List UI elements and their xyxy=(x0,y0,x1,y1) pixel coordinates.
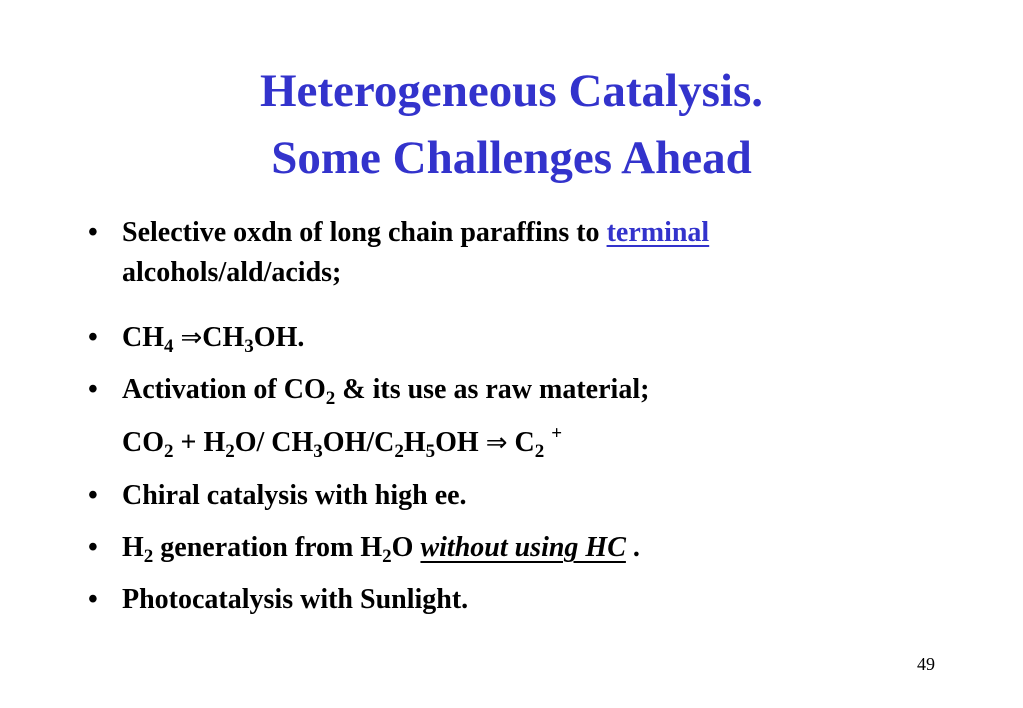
subscript: 2 xyxy=(225,441,235,462)
bullet-text-part: alcohols/ald/acids; xyxy=(122,257,342,288)
bullet-text-part: generation from H xyxy=(153,532,383,563)
formula-part: OH. xyxy=(253,322,305,353)
formula-part: CO xyxy=(122,427,164,458)
bullet-dot: • xyxy=(88,532,98,563)
bullet-text-part: Activation of CO xyxy=(122,374,326,405)
formula-part: H xyxy=(122,532,144,563)
bullet-text xyxy=(122,370,942,410)
bullet-dot: • xyxy=(88,322,98,353)
subscript: 2 xyxy=(534,441,545,462)
bullet-text-part: Selective oxdn of long chain paraffins to xyxy=(122,217,607,248)
bullet-text: Photocatalysis with Sunlight. xyxy=(122,584,469,615)
superscript: + xyxy=(551,423,563,444)
terminal-link[interactable]: terminal xyxy=(606,217,710,248)
co2-equation xyxy=(122,423,562,463)
slide-title-line-2: Some Challenges Ahead xyxy=(271,132,752,184)
subscript: 3 xyxy=(244,336,254,357)
implies-arrow-icon: ⇒ xyxy=(180,323,203,353)
formula-part: O/ CH xyxy=(234,427,314,458)
emphasis-without-hc: without using HC xyxy=(420,532,626,563)
formula-part: H xyxy=(403,427,426,458)
formula-part: CH xyxy=(202,322,245,353)
formula-part: OH xyxy=(435,427,486,458)
bullet-text xyxy=(122,213,942,293)
bullet-text: Chiral catalysis with high ee. xyxy=(122,480,467,511)
subscript: 3 xyxy=(313,441,323,462)
formula-part: + H xyxy=(173,427,226,458)
subscript: 2 xyxy=(394,441,404,462)
bullet-text-part: & its use as raw material; xyxy=(335,374,650,405)
subscript: 2 xyxy=(164,441,174,462)
formula-part: OH/C xyxy=(322,427,395,458)
implies-arrow-icon: ⇒ xyxy=(485,428,508,458)
bullet-dot: • xyxy=(88,374,98,405)
page-number: 49 xyxy=(917,654,935,674)
bullet-dot: • xyxy=(88,217,98,248)
bullet-text-part: . xyxy=(625,532,640,563)
subscript: 2 xyxy=(143,546,154,567)
subscript: 4 xyxy=(164,336,174,357)
subscript: 2 xyxy=(382,546,392,567)
bullet-text xyxy=(122,528,942,568)
slide-title-line-1: Heterogeneous Catalysis. xyxy=(259,65,764,117)
formula-part: C xyxy=(507,427,535,458)
bullet-dot: • xyxy=(88,584,98,615)
bullet-text-part: O xyxy=(391,532,421,563)
subscript: 2 xyxy=(325,388,336,409)
subscript: 5 xyxy=(425,441,436,462)
bullet-dot: • xyxy=(88,480,98,511)
formula-part: CH xyxy=(122,322,164,353)
bullet-text xyxy=(122,318,942,358)
